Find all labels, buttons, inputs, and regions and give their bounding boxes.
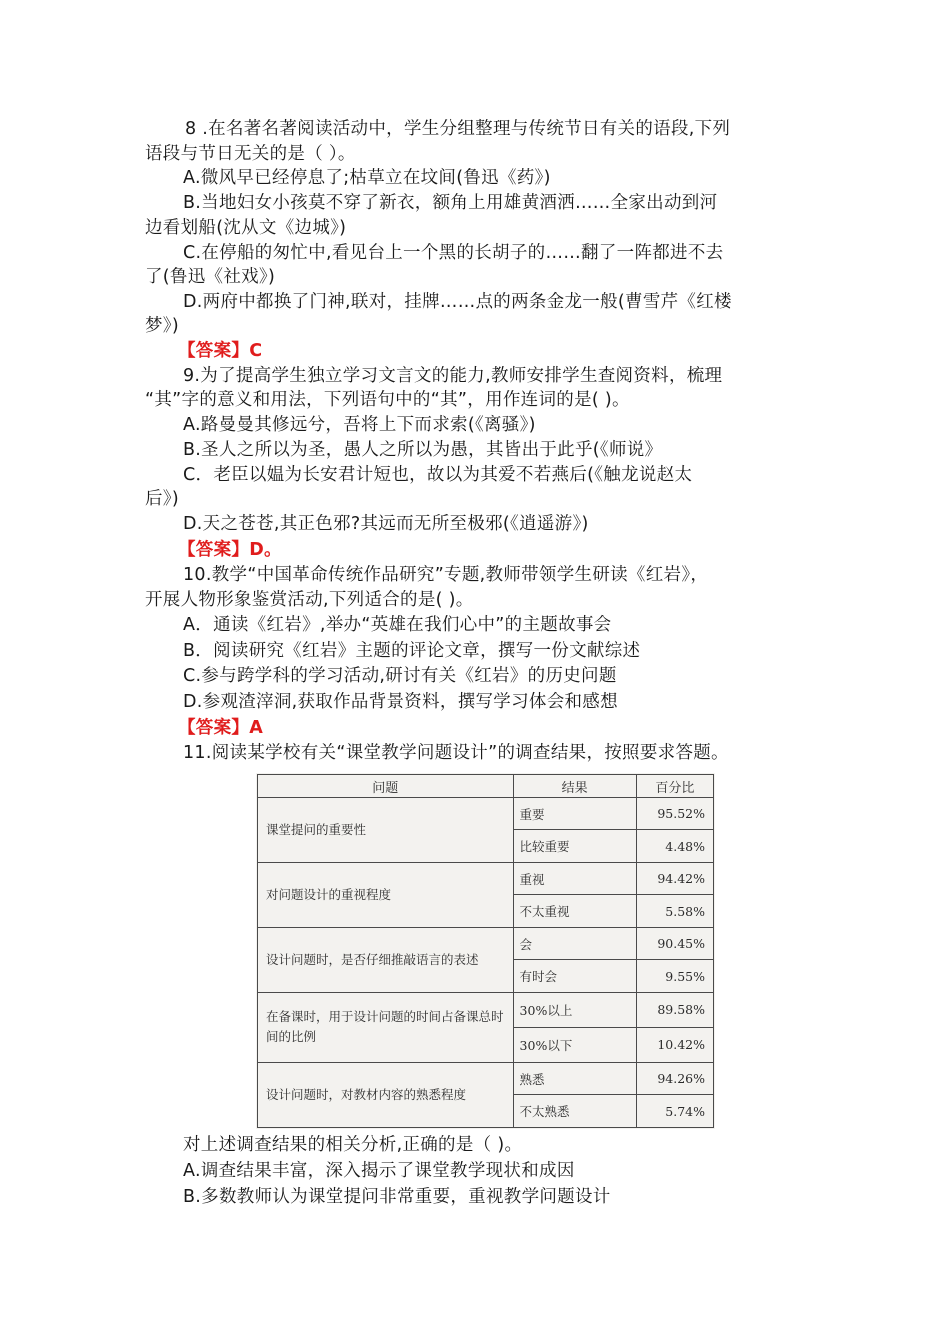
q9-answer: 【答案】D。: [178, 540, 282, 560]
q8-answer: 【答案】C: [178, 341, 263, 361]
row-percent: 10.42%: [636, 1027, 713, 1062]
row-result: 熟悉: [513, 1063, 636, 1095]
row-question: 设计问题时，对教材内容的熟悉程度: [258, 1063, 514, 1128]
header-percent: 百分比: [636, 775, 713, 798]
q11-option-a: A.调查结果丰富，深入揭示了课堂教学现状和成因: [183, 1161, 575, 1181]
q9-stem-line2: “其”字的意义和用法，下列语句中的“其”，用作连词的是( )。: [145, 390, 630, 410]
q8-option-c-line2: 了(鲁迅《社戏》): [145, 267, 276, 287]
row-percent: 5.74%: [636, 1095, 713, 1128]
row-result: 比较重要: [513, 830, 636, 862]
q8-stem-line2: 语段与节日无关的是（ ）。: [145, 144, 356, 164]
q9-option-d: D.天之苍苍,其正色邪?其远而无所至极邪(《逍遥游》): [183, 514, 589, 534]
row-percent: 4.48%: [636, 830, 713, 862]
row-percent: 94.26%: [636, 1063, 713, 1095]
row-percent: 5.58%: [636, 895, 713, 927]
table-row: [258, 798, 714, 830]
q11-option-b: B.多数教师认为课堂提问非常重要，重视教学问题设计: [183, 1187, 611, 1207]
q9-option-c-line2: 后》): [145, 489, 179, 509]
q8-stem-line1: 8 .在名著名著阅读活动中，学生分组整理与传统节日有关的语段,下列: [185, 119, 731, 139]
q8-option-c-line1: C.在停船的匆忙中,看见台上一个黑的长胡子的……翻了一阵都进不去: [183, 243, 724, 263]
table-row: [258, 992, 714, 1027]
q9-option-a: A.路曼曼其修远兮，吾将上下而求索(《离骚》): [183, 415, 536, 435]
q10-option-c: C.参与跨学科的学习活动,研讨有关《红岩》的历史问题: [183, 666, 617, 686]
row-result: 30%以下: [513, 1027, 636, 1062]
row-percent: 9.55%: [636, 960, 713, 992]
q10-stem-line1: 10.教学“中国革命传统作品研究”专题,教师带领学生研读《红岩》，: [183, 565, 709, 585]
table-header-row: [258, 775, 714, 798]
row-result: 重视: [513, 862, 636, 894]
q10-option-b: B．阅读研究《红岩》主题的评论文章，撰写一份文献综述: [183, 641, 641, 661]
q8-option-b-line2: 边看划船(沈从文《边城》): [145, 218, 347, 238]
q8-option-b-line1: B.当地妇女小孩莫不穿了新衣，额角上用雄黄酒洒……全家出动到河: [183, 193, 718, 213]
q10-stem-line2: 开展人物形象鉴赏活动,下列适合的是( )。: [145, 590, 474, 610]
q10-option-a: A．通读《红岩》,举办“英雄在我们心中”的主题故事会: [183, 615, 612, 635]
q10-answer: 【答案】A: [178, 718, 264, 738]
row-result: 不太熟悉: [513, 1095, 636, 1128]
row-percent: 89.58%: [636, 992, 713, 1027]
row-percent: 95.52%: [636, 798, 713, 830]
q9-option-c-line1: C．老臣以媪为长安君计短也，故以为其爱不若燕后(《触龙说赵太: [183, 465, 693, 485]
row-result: 重要: [513, 798, 636, 830]
row-question: 在备课时，用于设计问题的时间占备课总时间的比例: [258, 992, 514, 1062]
table-row: [258, 1063, 714, 1095]
row-result: 不太重视: [513, 895, 636, 927]
header-result: 结果: [513, 775, 636, 798]
row-percent: 90.45%: [636, 927, 713, 959]
survey-table-image: [256, 773, 715, 1129]
row-question: 设计问题时，是否仔细推敲语言的表述: [258, 927, 514, 992]
row-result: 30%以上: [513, 992, 636, 1027]
q8-option-a: A.微风早已经停息了;枯草立在坟间(鲁迅《药》): [183, 168, 551, 188]
q11-stem: 11.阅读某学校有关“课堂教学问题设计”的调查结果，按照要求答题。: [183, 743, 729, 763]
header-question: 问题: [258, 775, 514, 798]
row-result: 有时会: [513, 960, 636, 992]
row-result: 会: [513, 927, 636, 959]
q10-option-d: D.参观渣滓洞,获取作品背景资料，撰写学习体会和感想: [183, 692, 618, 712]
row-question: 课堂提问的重要性: [258, 798, 514, 863]
table-row: [258, 927, 714, 959]
table-row: [258, 862, 714, 894]
q9-option-b: B.圣人之所以为圣，愚人之所以为愚，其皆出于此乎(《师说》: [183, 440, 663, 460]
q9-stem-line1: 9.为了提高学生独立学习文言文的能力,教师安排学生查阅资料，梳理: [183, 366, 723, 386]
row-question: 对问题设计的重视程度: [258, 862, 514, 927]
q8-option-d-line1: D.两府中都换了门神,联对，挂牌……点的两条金龙一般(曹雪芹《红楼: [183, 292, 732, 312]
q11-follow-up: 对上述调查结果的相关分析,正确的是（ )。: [183, 1135, 523, 1155]
row-percent: 94.42%: [636, 862, 713, 894]
survey-table: [257, 774, 714, 1128]
q8-option-d-line2: 梦》): [145, 316, 179, 336]
